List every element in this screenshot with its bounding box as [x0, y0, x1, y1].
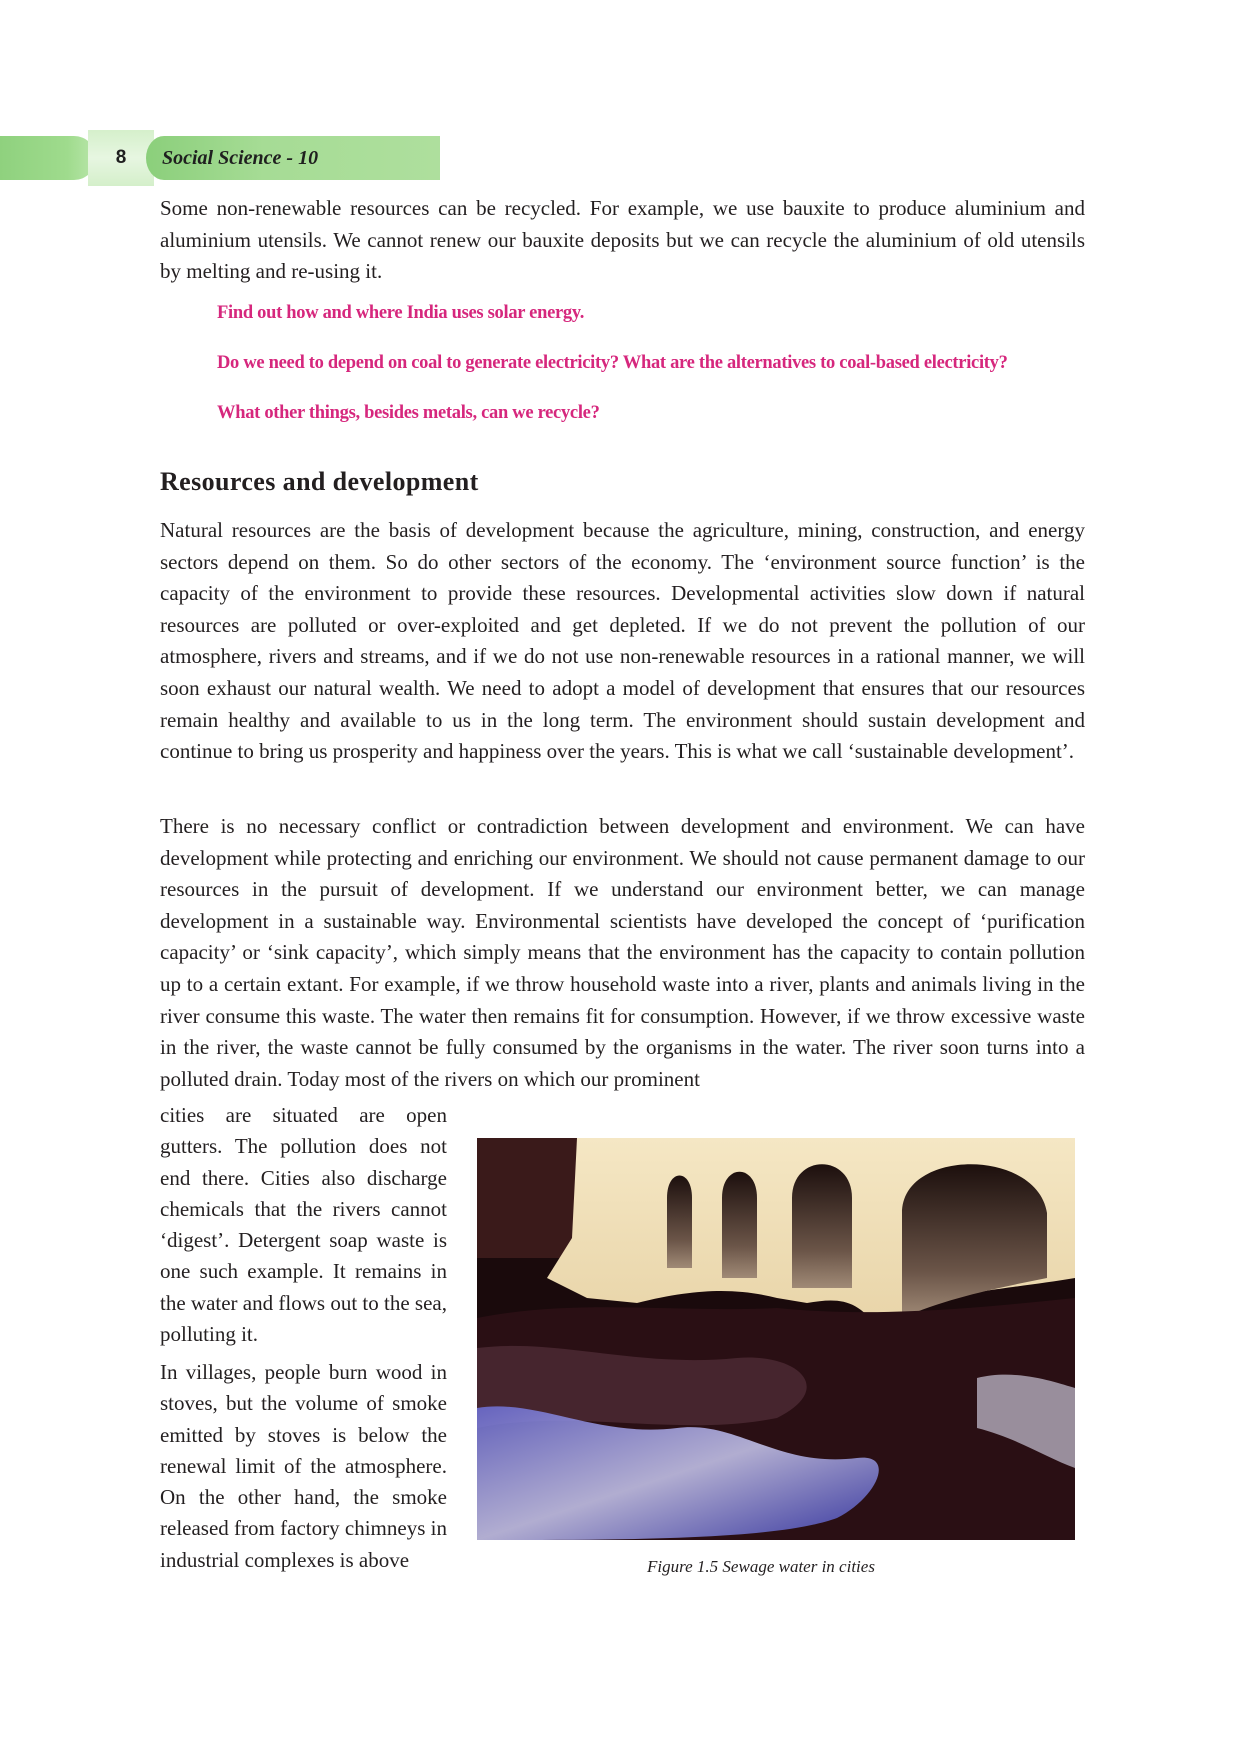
activity-question: Do we need to depend on coal to generate electricity? What are the alternatives to coal-based electricity?: [217, 353, 1008, 373]
section-paragraph-block: [160, 515, 1085, 768]
section-heading: Resources and development: [160, 467, 479, 496]
activity-question: Find out how and where India uses solar energy.: [217, 303, 585, 323]
section-paragraph: There is no necessary conflict or contradiction between development and environment. We can have development while protecting and enriching our environment. We should not cause permanent damage to our resources in the pursuit of development. If we understand our environment better, we can manage development in a sustainable way. Environmental scientists have developed the concept of ‘purification capacity’ or ‘sink capacity’, which simply means that the environment has the capacity to contain pollution up to a certain extant. For example, if we throw household waste into a river, plants and animals living in the river consume this waste. The water then remains fit for consumption. However, if we throw excessive waste in the river, the waste cannot be fully consumed by the organisms in the water. The river soon turns into a polluted drain. Today most of the rivers on which our prominent: [160, 814, 1085, 1091]
sewage-photo: [477, 1138, 1075, 1540]
pipe-opening: [792, 1164, 852, 1288]
intro-paragraph: Some non-renewable resources can be recycled. For example, we use bauxite to produce aluminium and aluminium utensils. We cannot renew our bauxite deposits but we can recycle the aluminium of old utensils by melting and re-using it.: [160, 196, 1085, 284]
activity-question: What other things, besides metals, can we recycle?: [217, 403, 600, 423]
header-band-left: [0, 136, 96, 180]
column-paragraph-block: [160, 1100, 447, 1350]
column-paragraph: cities are situated are open gutters. The pollution does not end there. Cities also discharge chemicals that the rivers cannot ‘digest’. Detergent soap waste is one such example. It remains in the water and flows out to the sea, polluting it.: [160, 1103, 447, 1347]
rubble: [477, 1138, 577, 1258]
sewage-illustration: [477, 1138, 1075, 1540]
pipe-opening: [722, 1172, 757, 1278]
column-paragraph: In villages, people burn wood in stoves, but the volume of smoke emitted by stoves is below the renewal limit of the atmosphere. On the other hand, the smoke released from factory chimneys in industrial complexes is above: [160, 1360, 447, 1572]
intro-paragraph-block: [160, 193, 1085, 288]
page-number: 8: [115, 147, 127, 168]
figure-caption: Figure 1.5 Sewage water in cities: [647, 1557, 875, 1576]
column-paragraph-block: [160, 1357, 447, 1576]
page-header: [0, 130, 440, 186]
section-paragraph: Natural resources are the basis of development because the agriculture, mining, construction, and energy sectors depend on them. So do other sectors of the economy. The ‘environment source function’ is the capacity of the environment to provide these resources. Developmental activities slow down if natural resources are polluted or over-exploited and get depleted. If we do not prevent the pollution of our atmosphere, rivers and streams, and if we do not use non-renewable resources in a rational manner, we will soon exhaust our natural wealth. We need to adopt a model of development that ensures that our resources remain healthy and available to us in the long term. The environment should sustain development and continue to bring us prosperity and happiness over the years. This is what we call ‘sustainable development’.: [160, 518, 1085, 764]
pipe-opening: [667, 1176, 692, 1269]
book-title: Social Science - 10: [162, 147, 319, 169]
section-paragraph-block: [160, 811, 1085, 1095]
